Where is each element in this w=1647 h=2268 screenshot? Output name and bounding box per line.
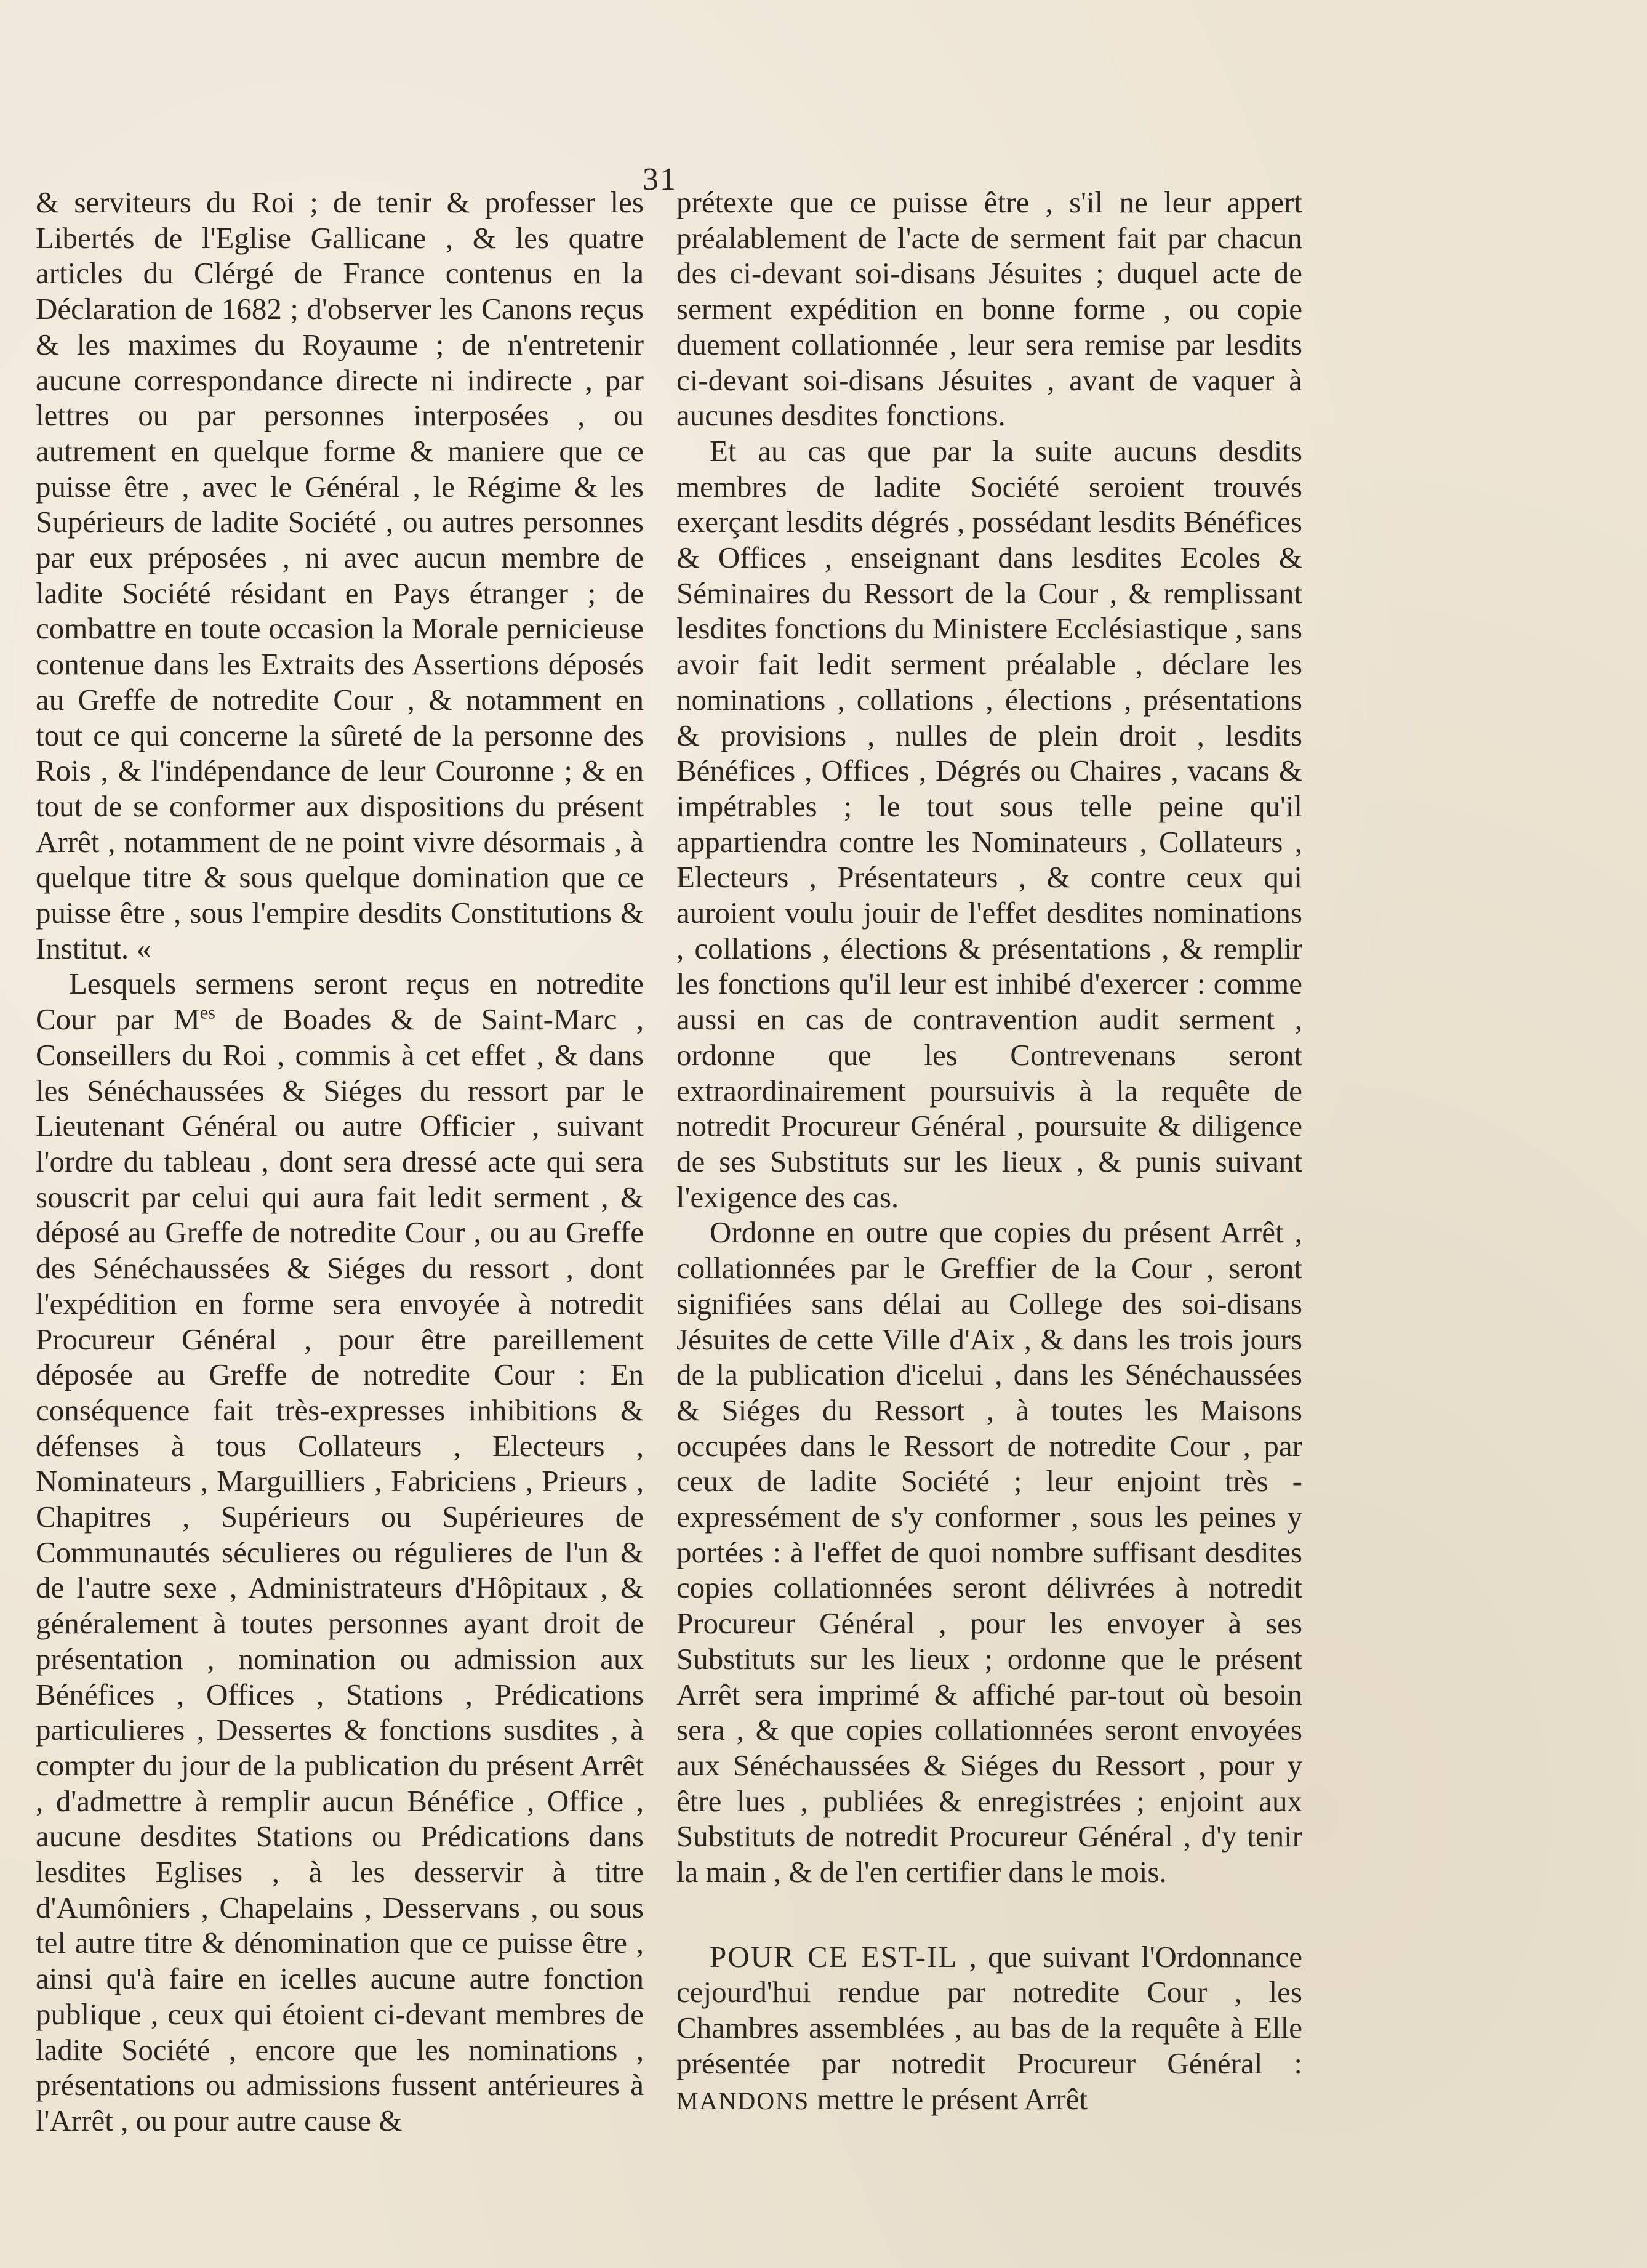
right-column bbox=[676, 185, 1302, 2118]
left-column bbox=[36, 185, 644, 2139]
paragraph: prétexte que ce puisse être , s'il ne leur appert préalablement de l'acte de serment fait par chacun des ci-devant soi-disans Jésuites ; duquel acte de serment expédition en bonne forme , ou copie duement collationnée , leur sera remise par lesdits ci-devant soi-disans Jésuites , avant de vaquer à aucunes desdites fonctions. bbox=[676, 185, 1302, 433]
paragraph: Et au cas que par la suite aucuns desdits membres de ladite Société seroient trouvés exerçant lesdits dégrés , possédant lesdits Bénéfices & Offices , enseignant dans lesdites Ecoles & Séminaires du Ressort de la Cour , & remplissant lesdites fonctions du Ministere Ecclésiastique , sans avoir fait ledit serment préalable , déclare les nominations , collations , élections , présentations & provisions , nulles de plein droit , lesdits Bénéfices , Offices , Dégrés ou Chaires , vacans & impétrables ; le tout sous telle peine qu'il appartiendra contre les Nominateurs , Collateurs , Electeurs , Présentateurs , & contre ceux qui auroient voulu jouir de l'effet desdites nominations , collations , élections & présentations , & remplir les fonctions qu'il leur est inhibé d'exercer : comme aussi en cas de contravention audit serment , ordonne que les Contrevenans seront extraordinairement poursuivis à la requête de notredit Procureur Général , poursuite & diligence de ses Substituts sur les lieux , & punis suivant l'exigence des cas. bbox=[676, 433, 1302, 1214]
paragraph bbox=[676, 1939, 1302, 2119]
paragraph: & serviteurs du Roi ; de tenir & professer les Libertés de l'Eglise Gallicane , & les quatre articles du Clérgé de France contenus en la Déclaration de 1682 ; d'observer les Canons reçus & les maximes du Royaume ; de n'entretenir aucune correspondance directe ni indirecte , par lettres ou par personnes interposées , ou autrement en quelque forme & maniere que ce puisse être , avec le Général , le Régime & les Supérieurs de ladite Société , ou autres personnes par eux préposées , ni avec aucun membre de ladite Société résidant en Pays étranger ; de combattre en toute occasion la Morale pernicieuse contenue dans les Extraits des Assertions déposés au Greffe de notredite Cour , & notamment en tout ce qui concerne la sûreté de la personne des Rois , & l'indépendance de leur Couronne ; & en tout de se conformer aux dispositions du présent Arrêt , notamment de ne point vivre désormais , à quelque titre & sous quelque domination que ce puisse être , sous l'empire desdits Constitutions & Institut. « bbox=[36, 185, 644, 965]
mandons-word: MANDONS bbox=[676, 2086, 810, 2115]
section-lead: POUR CE EST-IL bbox=[710, 1939, 958, 1974]
page-number: 31 bbox=[643, 162, 677, 197]
paragraph: Ordonne en outre que copies du présent Arrêt , collationnées par le Greffier de la Cour , seront signifiées sans délai au College des soi-disans Jésuites de cette Ville d'Aix , & dans les trois jours de la publication d'icelui , dans les Sénéchaussées & Siéges du Ressort , à toutes les Maisons occupées dans le Ressort de notredite Cour , par ceux de ladite Société ; leur enjoint très - expressément de s'y conformer , sous les peines y portées : à l'effet de quoi nombre suffisant desdites copies collationnées seront délivrées à notredit Procureur Général , pour les envoyer à ses Substituts sur les lieux ; ordonne que le présent Arrêt sera imprimé & affiché par-tout où besoin sera , & que copies collationnées seront envoyées aux Sénéchaussées & Siéges du Ressort , pour y être lues , publiées & enregistrées ; enjoint aux Substituts de notredit Procureur Général , d'y tenir la main , & de l'en certifier dans le mois. bbox=[676, 1215, 1302, 1889]
superscript: es bbox=[199, 1002, 215, 1023]
text-run: mettre le présent Arrêt bbox=[809, 2081, 1088, 2116]
text-run: , que suivant l'Ordonnance cejourd'hui rendue par notredite Cour , les Chambres assemblées , au bas de la requête à Elle présentée par notredit Procureur Général : bbox=[676, 1939, 1302, 2080]
text-run: de Boades & de Saint-Marc , Conseillers du Roi , commis à cet effet , & dans les Sénéchaussées & Siéges du ressort par le Lieutenant Général ou autre Officier , suivant l'ordre du tableau , dont sera dressé acte qui sera souscrit par celui qui aura fait ledit serment , & déposé au Greffe de notredite Cour , ou au Greffe des Sénéchaussées & Siéges du ressort , dont l'expédition en forme sera envoyée à notredit Procureur Général , pour être pareillement déposée au Greffe de notredite Cour : En conséquence fait très-expresses inhibitions & défenses à tous Collateurs , Electeurs , Nominateurs , Marguilliers , Fabriciens , Prieurs , Chapitres , Supérieurs ou Supérieures de Communautés séculieres ou régulieres de l'un & de l'autre sexe , Administrateurs d'Hôpitaux , & généralement à toutes personnes ayant droit de présentation , nomination ou admission aux Bénéfices , Offices , Stations , Prédications particulieres , Dessertes & fonctions susdites , à compter du jour de la publication du présent Arrêt , d'admettre à remplir aucun Bénéfice , Office , aucune desdites Stations ou Prédications dans lesdites Eglises , à les desservir à titre d'Aumôniers , Chapelains , Desservans , ou sous tel autre titre & dénomination que ce puisse être , ainsi qu'à faire en icelles aucune autre fonction publique , ceux qui étoient ci-devant membres de ladite Société , encore que les nominations , présentations ou admissions fussent antérieures à l'Arrêt , ou pour autre cause & bbox=[36, 1002, 644, 2137]
paragraph bbox=[36, 966, 644, 2138]
text-run: Lesquels sermens seront reçus en notredite Cour par M bbox=[36, 967, 644, 1037]
